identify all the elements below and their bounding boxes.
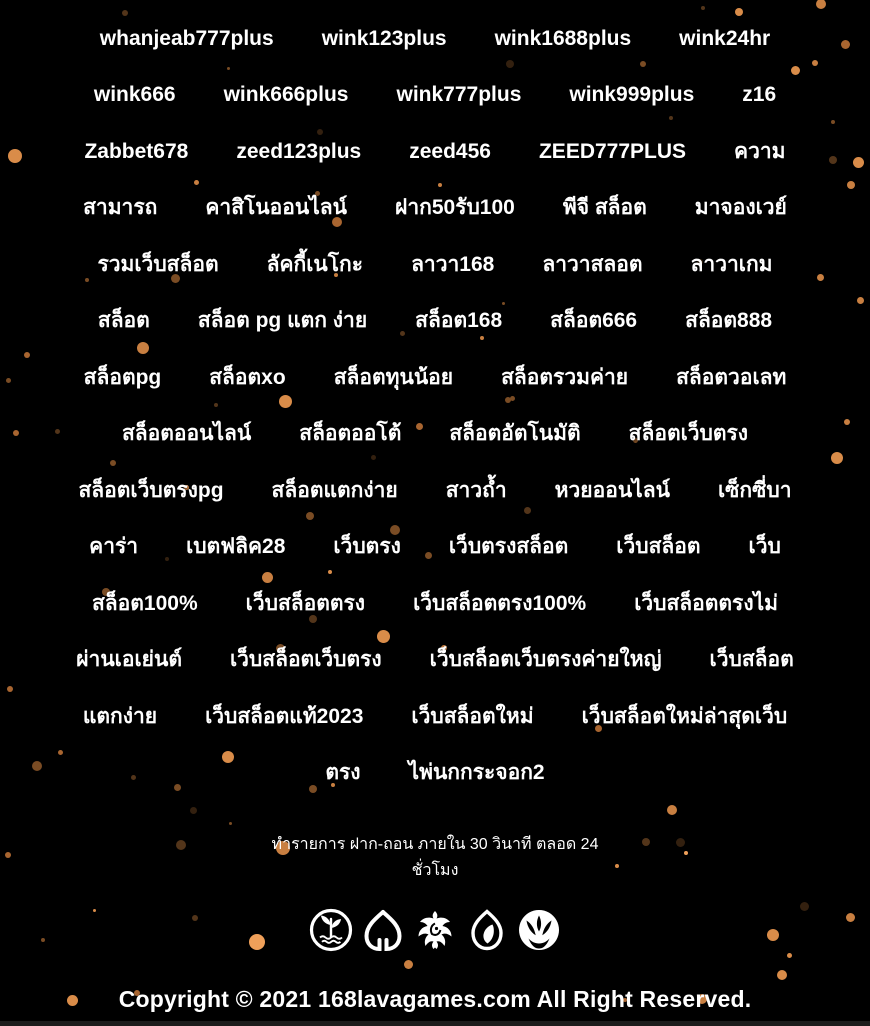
tag-link[interactable]: สามารถ <box>83 196 158 220</box>
tag-link[interactable]: เว็บตรงสล็อต <box>448 535 569 559</box>
tag-link[interactable]: สล็อต666 <box>550 309 638 333</box>
deposit-note-line-2: ชั่วโมง <box>411 862 459 879</box>
tag-link[interactable]: เว็บสล็อตเว็บตรง <box>229 648 382 672</box>
tag-link[interactable]: wink999plus <box>569 83 695 107</box>
deposit-withdraw-note <box>0 832 870 884</box>
lotus-leaf-logo-icon <box>464 907 510 953</box>
sprout-ring-logo-icon <box>308 907 354 953</box>
tag-link[interactable]: สล็อต <box>97 309 150 333</box>
tag-link[interactable]: สล็อตอัตโนมัติ <box>449 422 581 446</box>
tag-row <box>0 462 870 519</box>
tag-link[interactable]: เบตฟลิค28 <box>186 535 286 559</box>
tag-link[interactable]: สล็อต100% <box>91 591 198 615</box>
tag-link[interactable]: เว็บสล็อตใหม่ล่าสุดเว็บ <box>581 704 788 728</box>
tag-link[interactable]: ผ่านเอเย่นต์ <box>76 648 182 672</box>
tag-link[interactable]: สล็อต pg แตก ง่าย <box>197 309 368 333</box>
tag-row <box>0 575 870 632</box>
tag-link[interactable]: ความ <box>734 139 786 163</box>
tag-link[interactable]: wink666plus <box>223 83 349 107</box>
tag-link[interactable]: zeed456 <box>409 139 491 163</box>
tag-link[interactable]: ไพ่นกกระจอก2 <box>408 761 545 785</box>
tag-link[interactable]: Zabbet678 <box>84 139 189 163</box>
tag-link[interactable]: เว็บสล็อตตรงไม่ <box>634 591 778 615</box>
tag-row <box>0 519 870 576</box>
tag-link[interactable]: เว็บตรง <box>333 535 401 559</box>
tag-link[interactable]: เว็บสล็อตเว็บตรงค่ายใหญ่ <box>429 648 662 672</box>
tag-link[interactable]: เซ็กซี่บา <box>717 478 792 502</box>
tag-link[interactable]: รวมเว็บสล็อต <box>97 252 219 276</box>
tag-link[interactable]: ลาวาสลอต <box>542 252 643 276</box>
tag-link[interactable]: ฝาก50รับ100 <box>395 196 515 220</box>
tag-link[interactable]: ลาวา168 <box>411 252 495 276</box>
tag-row <box>0 632 870 689</box>
tag-row <box>0 180 870 237</box>
deposit-note-line-1: ทำรายการ ฝาก-ถอน ภายใน 30 วินาที ตลอด 24 <box>271 836 599 853</box>
tag-link[interactable]: เว็บสล็อต <box>616 535 701 559</box>
tag-link[interactable]: สล็อตวอเลท <box>676 365 787 389</box>
tag-link[interactable]: zeed123plus <box>236 139 362 163</box>
tag-link[interactable]: whanjeab777plus <box>99 26 274 50</box>
tag-link[interactable]: สล็อตแตกง่าย <box>271 478 398 502</box>
tag-link[interactable]: เว็บ <box>748 535 781 559</box>
tag-link[interactable]: สล็อตทุนน้อย <box>333 365 454 389</box>
tag-link[interactable]: ลัคกี้เนโกะ <box>266 252 364 276</box>
tag-link[interactable]: สล็อตxo <box>209 365 286 389</box>
tag-row <box>0 745 870 802</box>
tag-link[interactable]: สล็อต888 <box>685 309 773 333</box>
garuda-bird-logo-icon <box>412 907 458 953</box>
tag-row <box>0 123 870 180</box>
tag-link[interactable]: สล็อตpg <box>83 365 162 389</box>
tag-link[interactable]: สล็อต168 <box>415 309 503 333</box>
tag-link[interactable]: เว็บสล็อตแท้2023 <box>205 704 364 728</box>
tag-link[interactable]: wink1688plus <box>494 26 632 50</box>
tag-row <box>0 236 870 293</box>
tag-link[interactable]: คาสิโนออนไลน์ <box>205 196 348 220</box>
bo-leaf-logo-icon <box>360 907 406 953</box>
tag-link[interactable]: เว็บสล็อตตรง100% <box>413 591 587 615</box>
tag-link[interactable]: z16 <box>742 83 777 107</box>
tag-link[interactable]: เว็บสล็อตใหม่ <box>411 704 534 728</box>
tag-link[interactable]: แตกง่าย <box>82 704 158 728</box>
tag-link[interactable]: พีจี สล็อต <box>562 196 647 220</box>
tag-row <box>0 406 870 463</box>
tag-link[interactable]: มาจองเวย์ <box>694 196 787 220</box>
tag-row <box>0 10 870 67</box>
tag-link[interactable]: คาร่า <box>89 535 139 559</box>
tag-link[interactable]: ตรง <box>325 761 361 785</box>
tag-link[interactable]: เว็บสล็อตตรง <box>245 591 366 615</box>
tag-link[interactable]: ZEED777PLUS <box>538 139 687 163</box>
tag-link[interactable]: หวยออนไลน์ <box>554 478 670 502</box>
page-bottom-edge <box>0 1021 870 1026</box>
tag-link[interactable]: wink777plus <box>396 83 522 107</box>
tag-link[interactable]: สล็อตเว็บตรง <box>628 422 749 446</box>
tag-link[interactable]: wink24hr <box>679 26 771 50</box>
tag-row <box>0 293 870 350</box>
fountain-circle-logo-icon <box>516 907 562 953</box>
tag-link[interactable]: สล็อตออโต้ <box>299 422 402 446</box>
copyright-text: Copyright © 2021 168lavagames.com All Right Reserved. <box>118 986 752 1012</box>
tag-link[interactable]: ลาวาเกม <box>690 252 773 276</box>
tag-link[interactable]: สล็อตรวมค่าย <box>501 365 629 389</box>
tag-link[interactable]: สาวถ้ำ <box>445 478 507 502</box>
tag-link[interactable]: เว็บสล็อต <box>709 648 794 672</box>
tag-link[interactable]: สล็อตออนไลน์ <box>121 422 252 446</box>
tag-link[interactable]: wink123plus <box>321 26 447 50</box>
tag-row <box>0 67 870 124</box>
tag-link[interactable]: wink666 <box>93 83 176 107</box>
tag-row <box>0 688 870 745</box>
bank-logos-row <box>0 907 870 953</box>
tag-link[interactable]: สล็อตเว็บตรงpg <box>78 478 224 502</box>
tag-row <box>0 349 870 406</box>
